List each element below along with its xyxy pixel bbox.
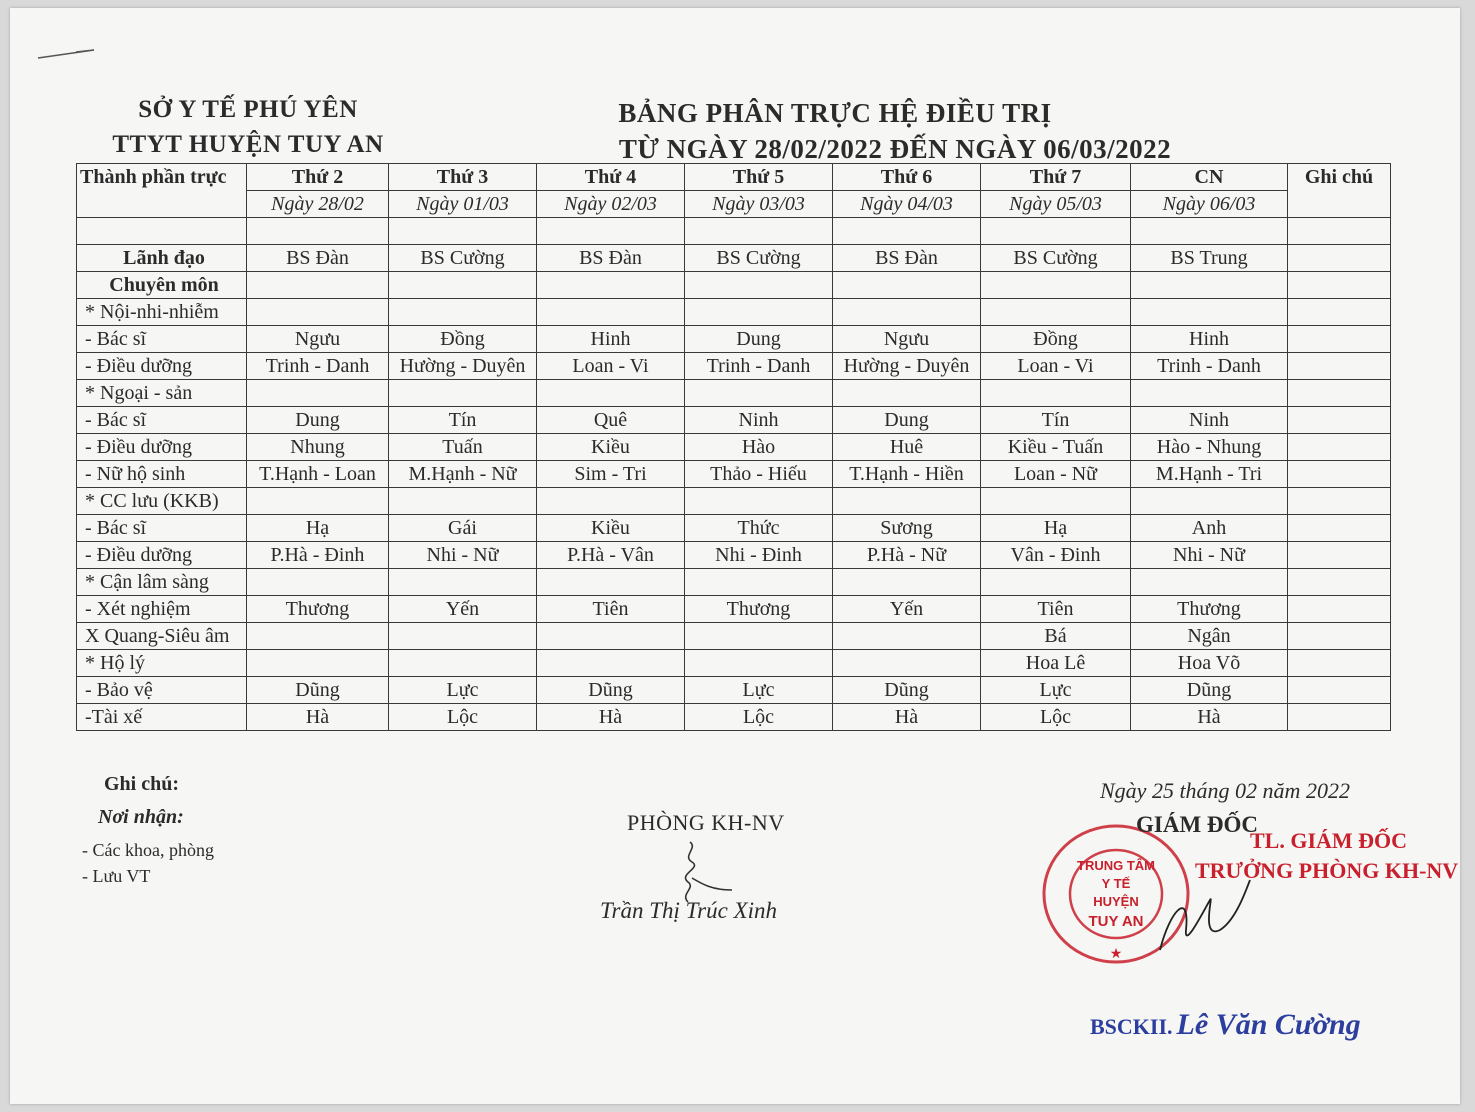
duty-cell: Loan - Nữ: [981, 461, 1131, 488]
table-row: [77, 326, 1391, 353]
duty-cell: Lộc: [389, 704, 537, 731]
empty-cell: [1288, 218, 1391, 245]
duty-cell: Thương: [685, 596, 833, 623]
table-row: [77, 272, 1391, 299]
duty-cell: [833, 380, 981, 407]
duty-cell: Trinh - Danh: [685, 353, 833, 380]
duty-cell: [685, 488, 833, 515]
spacer-row: [77, 218, 1391, 245]
duty-cell: Anh: [1131, 515, 1288, 542]
duty-cell: Sương: [833, 515, 981, 542]
duty-cell: [833, 272, 981, 299]
duty-cell: [247, 623, 389, 650]
duty-cell: Loan - Vi: [981, 353, 1131, 380]
duty-cell: Hào - Nhung: [1131, 434, 1288, 461]
duty-cell: Dũng: [1131, 677, 1288, 704]
row-label: -Tài xế: [77, 704, 247, 731]
duty-cell: [537, 650, 685, 677]
duty-cell: [981, 380, 1131, 407]
duty-cell: Thảo - Hiếu: [685, 461, 833, 488]
duty-cell: [537, 623, 685, 650]
duty-cell: Hinh: [1131, 326, 1288, 353]
date-header: Ngày 06/03: [1131, 191, 1288, 218]
day-header: CN: [1131, 164, 1288, 191]
document-date-range: TỪ NGÀY 28/02/2022 ĐẾN NGÀY 06/03/2022: [618, 134, 1172, 164]
row-label: - Bác sĩ: [77, 515, 247, 542]
empty-cell: [77, 218, 247, 245]
signer-prefix: BSCKII.: [1090, 1014, 1173, 1039]
duty-cell: BS Đàn: [833, 245, 981, 272]
svg-text:★: ★: [1109, 947, 1123, 962]
duty-cell: Ngưu: [247, 326, 389, 353]
note-cell: [1288, 380, 1391, 407]
director-signer: [1090, 1008, 1361, 1042]
duty-cell: [981, 299, 1131, 326]
note-cell: [1288, 542, 1391, 569]
duty-cell: BS Cường: [389, 245, 537, 272]
empty-cell: [981, 218, 1131, 245]
duty-cell: [389, 623, 537, 650]
duty-cell: Dũng: [537, 677, 685, 704]
duty-cell: P.Hà - Đinh: [247, 542, 389, 569]
duty-cell: Hoa Lê: [981, 650, 1131, 677]
duty-cell: M.Hạnh - Nữ: [389, 461, 537, 488]
duty-cell: Hào: [685, 434, 833, 461]
duty-cell: Dung: [685, 326, 833, 353]
empty-cell: [833, 218, 981, 245]
duty-cell: Nhi - Đinh: [685, 542, 833, 569]
row-label: - Điều dưỡng: [77, 353, 247, 380]
duty-cell: Lộc: [981, 704, 1131, 731]
duty-cell: [389, 272, 537, 299]
duty-cell: Nhi - Nữ: [389, 542, 537, 569]
row-label: - Bác sĩ: [77, 326, 247, 353]
duty-cell: Tín: [981, 407, 1131, 434]
corner-label: Thành phần trực: [77, 164, 247, 191]
stamp-tl-director: TL. GIÁM ĐỐC: [1250, 828, 1408, 853]
svg-text:Y TẾ: Y TẾ: [1101, 876, 1131, 891]
duty-cell: [685, 299, 833, 326]
duty-cell: Thương: [247, 596, 389, 623]
empty-cell: [537, 218, 685, 245]
duty-cell: Ngân: [1131, 623, 1288, 650]
duty-cell: Dung: [833, 407, 981, 434]
note-cell: [1288, 272, 1391, 299]
duty-cell: [685, 650, 833, 677]
duty-cell: [247, 488, 389, 515]
row-label: - Bảo vệ: [77, 677, 247, 704]
duty-cell: [685, 623, 833, 650]
duty-cell: Hà: [1131, 704, 1288, 731]
row-label: - Xét nghiệm: [77, 596, 247, 623]
duty-cell: [537, 569, 685, 596]
duty-cell: Hoa Võ: [1131, 650, 1288, 677]
note-cell: [1288, 623, 1391, 650]
duty-cell: Lộc: [685, 704, 833, 731]
duty-cell: Lực: [389, 677, 537, 704]
table-row: [77, 650, 1391, 677]
duty-cell: Sim - Tri: [537, 461, 685, 488]
duty-cell: [537, 380, 685, 407]
duty-cell: Yến: [833, 596, 981, 623]
duty-cell: [833, 299, 981, 326]
duty-cell: [247, 380, 389, 407]
duty-cell: Hạ: [247, 515, 389, 542]
department-title: PHÒNG KH-NV: [627, 810, 785, 835]
duty-cell: BS Cường: [685, 245, 833, 272]
row-label: Chuyên môn: [77, 272, 247, 299]
duty-cell: Trinh - Danh: [1131, 353, 1288, 380]
header-row-days: [77, 164, 1391, 191]
duty-cell: M.Hạnh - Tri: [1131, 461, 1288, 488]
duty-cell: Dũng: [833, 677, 981, 704]
table-row: [77, 677, 1391, 704]
duty-cell: [389, 488, 537, 515]
row-label: * CC lưu (KKB): [77, 488, 247, 515]
empty-cell: [1131, 218, 1288, 245]
date-header: Ngày 02/03: [537, 191, 685, 218]
table-row: [77, 542, 1391, 569]
duty-cell: [1131, 299, 1288, 326]
duty-cell: [1131, 488, 1288, 515]
org-line-2: TTYT HUYỆN TUY AN: [112, 131, 384, 158]
row-label: X Quang-Siêu âm: [77, 623, 247, 650]
table-row: [77, 515, 1391, 542]
duty-cell: [685, 569, 833, 596]
duty-cell: Tín: [389, 407, 537, 434]
empty-cell: [247, 218, 389, 245]
duty-cell: Dũng: [247, 677, 389, 704]
duty-cell: [1131, 380, 1288, 407]
duty-cell: P.Hà - Nữ: [833, 542, 981, 569]
duty-cell: [389, 299, 537, 326]
note-cell: [1288, 704, 1391, 731]
duty-cell: [833, 623, 981, 650]
row-label: * Ngoại - sản: [77, 380, 247, 407]
document-title: BẢNG PHÂN TRỰC HỆ ĐIỀU TRỊ: [618, 98, 1052, 128]
row-label: * Cận lâm sàng: [77, 569, 247, 596]
table-row: [77, 488, 1391, 515]
duty-cell: Nhung: [247, 434, 389, 461]
note-cell: [1288, 596, 1391, 623]
duty-cell: [389, 569, 537, 596]
duty-cell: Tiên: [537, 596, 685, 623]
duty-cell: Hường - Duyên: [833, 353, 981, 380]
table-row: [77, 623, 1391, 650]
table-row: [77, 353, 1391, 380]
day-header: Thứ 6: [833, 164, 981, 191]
duty-cell: Ninh: [685, 407, 833, 434]
duty-cell: [389, 650, 537, 677]
note-cell: [1288, 677, 1391, 704]
duty-cell: [833, 488, 981, 515]
duty-cell: BS Đàn: [247, 245, 389, 272]
svg-text:TUY AN: TUY AN: [1088, 913, 1144, 930]
note-cell: [1288, 326, 1391, 353]
note-cell: [1288, 488, 1391, 515]
note-cell: [1288, 515, 1391, 542]
duty-cell: [981, 272, 1131, 299]
day-header: Thứ 5: [685, 164, 833, 191]
empty-cell: [685, 218, 833, 245]
duty-cell: [389, 380, 537, 407]
table-row: [77, 461, 1391, 488]
duty-cell: [537, 488, 685, 515]
date-header: Ngày 05/03: [981, 191, 1131, 218]
duty-cell: Lực: [981, 677, 1131, 704]
duty-cell: Hà: [247, 704, 389, 731]
duty-cell: Hinh: [537, 326, 685, 353]
day-header: Thứ 4: [537, 164, 685, 191]
date-header: Ngày 01/03: [389, 191, 537, 218]
duty-cell: BS Trung: [1131, 245, 1288, 272]
notes-label: Ghi chú:: [104, 773, 180, 795]
duty-cell: Trinh - Danh: [247, 353, 389, 380]
duty-roster-table: [76, 163, 1391, 731]
note-cell: [1288, 353, 1391, 380]
director-title: GIÁM ĐỐC: [1136, 812, 1259, 837]
date-header: Ngày 03/03: [685, 191, 833, 218]
duty-cell: P.Hà - Vân: [537, 542, 685, 569]
row-label: * Nội-nhi-nhiễm: [77, 299, 247, 326]
duty-cell: Ninh: [1131, 407, 1288, 434]
duty-cell: [247, 299, 389, 326]
table-row: [77, 380, 1391, 407]
table-row: [77, 407, 1391, 434]
table-row: [77, 434, 1391, 461]
duty-cell: Huê: [833, 434, 981, 461]
table-row: [77, 299, 1391, 326]
header-row-dates: [77, 191, 1391, 218]
duty-cell: Tiên: [981, 596, 1131, 623]
duty-cell: [247, 272, 389, 299]
table-row: [77, 569, 1391, 596]
duty-cell: Loan - Vi: [537, 353, 685, 380]
row-label: * Hộ lý: [77, 650, 247, 677]
stamp-head-of-department: TRƯỞNG PHÒNG KH-NV: [1195, 858, 1459, 883]
duty-cell: Dung: [247, 407, 389, 434]
corner-blank: [77, 191, 247, 218]
duty-cell: Lực: [685, 677, 833, 704]
duty-cell: Tuấn: [389, 434, 537, 461]
note-cell: [1288, 650, 1391, 677]
duty-cell: BS Đàn: [537, 245, 685, 272]
recipient-item: - Lưu VT: [82, 866, 151, 886]
duty-cell: Quê: [537, 407, 685, 434]
note-cell: [1288, 461, 1391, 488]
recipient-item: - Các khoa, phòng: [82, 840, 214, 860]
duty-cell: T.Hạnh - Loan: [247, 461, 389, 488]
duty-cell: Hường - Duyên: [389, 353, 537, 380]
table-row: [77, 245, 1391, 272]
day-header: Thứ 2: [247, 164, 389, 191]
duty-cell: [685, 380, 833, 407]
duty-cell: [833, 569, 981, 596]
duty-cell: [1131, 272, 1288, 299]
notes-blank: [1288, 191, 1391, 218]
duty-cell: Nhi - Nữ: [1131, 542, 1288, 569]
row-label: Lãnh đạo: [77, 245, 247, 272]
duty-cell: Hạ: [981, 515, 1131, 542]
duty-cell: Gái: [389, 515, 537, 542]
duty-cell: [247, 569, 389, 596]
table-row: [77, 596, 1391, 623]
duty-cell: BS Cường: [981, 245, 1131, 272]
duty-cell: [981, 488, 1131, 515]
duty-cell: Hà: [833, 704, 981, 731]
note-cell: [1288, 407, 1391, 434]
note-cell: [1288, 569, 1391, 596]
signer-name: Lê Văn Cường: [1176, 1008, 1361, 1041]
note-cell: [1288, 299, 1391, 326]
director-signature-icon: [1150, 870, 1270, 960]
duty-cell: Vân - Đinh: [981, 542, 1131, 569]
svg-text:TRUNG TÂM: TRUNG TÂM: [1077, 858, 1155, 873]
duty-cell: Yến: [389, 596, 537, 623]
duty-cell: [537, 299, 685, 326]
duty-cell: T.Hạnh - Hiền: [833, 461, 981, 488]
date-header: Ngày 04/03: [833, 191, 981, 218]
recipients-label: Nơi nhận:: [98, 806, 184, 828]
duty-cell: Đồng: [389, 326, 537, 353]
date-header: Ngày 28/02: [247, 191, 389, 218]
duty-cell: [981, 569, 1131, 596]
notes-header: Ghi chú: [1288, 164, 1391, 191]
empty-cell: [389, 218, 537, 245]
issue-date: Ngày 25 tháng 02 năm 2022: [1100, 778, 1350, 803]
duty-cell: Kiều: [537, 515, 685, 542]
duty-cell: Kiều - Tuấn: [981, 434, 1131, 461]
day-header: Thứ 7: [981, 164, 1131, 191]
duty-cell: [537, 272, 685, 299]
duty-cell: Thức: [685, 515, 833, 542]
duty-cell: Thương: [1131, 596, 1288, 623]
duty-cell: Kiều: [537, 434, 685, 461]
note-cell: [1288, 434, 1391, 461]
row-label: - Điều dưỡng: [77, 434, 247, 461]
duty-cell: Hà: [537, 704, 685, 731]
note-cell: [1288, 245, 1391, 272]
org-line-1: SỞ Y TẾ PHÚ YÊN: [138, 96, 358, 123]
duty-cell: [833, 650, 981, 677]
svg-text:HUYỆN: HUYỆN: [1093, 894, 1139, 909]
duty-cell: Ngưu: [833, 326, 981, 353]
table-row: [77, 704, 1391, 731]
duty-cell: [1131, 569, 1288, 596]
duty-cell: Bá: [981, 623, 1131, 650]
pen-mark-icon: [36, 46, 100, 60]
duty-cell: [247, 650, 389, 677]
duty-cell: [685, 272, 833, 299]
department-signer-name: Trần Thị Trúc Xinh: [600, 898, 778, 923]
row-label: - Bác sĩ: [77, 407, 247, 434]
day-header: Thứ 3: [389, 164, 537, 191]
row-label: - Điều dưỡng: [77, 542, 247, 569]
row-label: - Nữ hộ sinh: [77, 461, 247, 488]
duty-cell: Đồng: [981, 326, 1131, 353]
